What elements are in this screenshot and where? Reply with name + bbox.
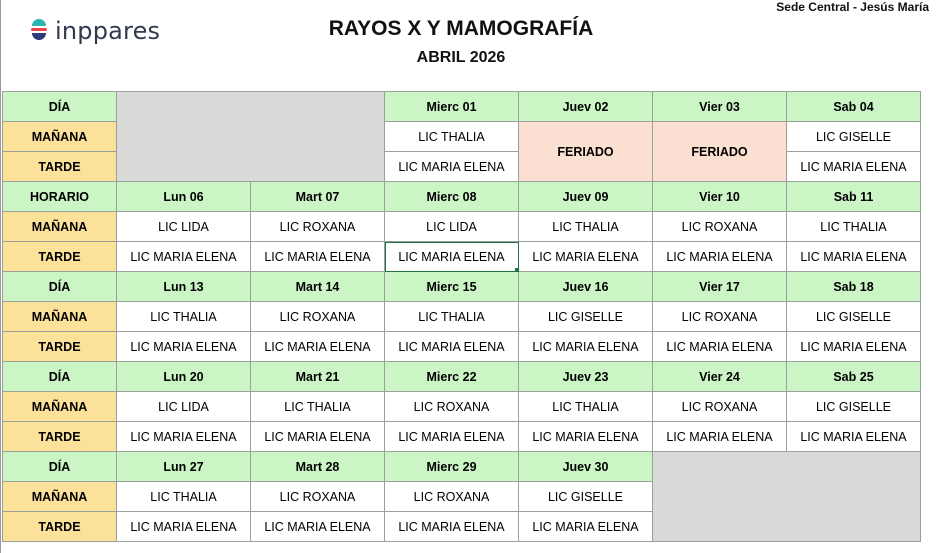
day-header[interactable]: Lun 06	[117, 182, 251, 212]
shift-cell[interactable]: LIC THALIA	[385, 122, 519, 152]
shift-cell[interactable]: LIC MARIA ELENA	[519, 332, 653, 362]
shift-cell[interactable]: LIC MARIA ELENA	[519, 242, 653, 272]
day-header[interactable]: Mart 28	[251, 452, 385, 482]
shift-cell[interactable]: LIC ROXANA	[653, 212, 787, 242]
row-label-day[interactable]: DÍA	[3, 452, 117, 482]
week-3-day-row	[3, 272, 921, 302]
day-header[interactable]: Sab 11	[787, 182, 921, 212]
page-title: RAYOS X Y MAMOGRAFÍA	[328, 17, 594, 40]
shift-cell[interactable]: LIC MARIA ELENA	[519, 512, 653, 542]
shift-cell[interactable]: LIC MARIA ELENA	[653, 242, 787, 272]
shift-cell[interactable]: LIC MARIA ELENA	[385, 332, 519, 362]
row-label-afternoon[interactable]: TARDE	[3, 332, 117, 362]
day-header[interactable]: Mart 07	[251, 182, 385, 212]
shift-cell[interactable]: LIC THALIA	[519, 212, 653, 242]
shift-cell[interactable]: LIC MARIA ELENA	[117, 422, 251, 452]
shift-cell[interactable]: LIC GISELLE	[519, 302, 653, 332]
day-header[interactable]: Mierc 15	[385, 272, 519, 302]
row-label-schedule[interactable]: HORARIO	[3, 182, 117, 212]
shift-cell[interactable]: LIC MARIA ELENA	[117, 512, 251, 542]
holiday-cell[interactable]: FERIADO	[519, 122, 653, 182]
day-header[interactable]: Juev 16	[519, 272, 653, 302]
week-1-day-row	[3, 92, 921, 122]
row-label-morning[interactable]: MAÑANA	[3, 392, 117, 422]
row-label-day[interactable]: DÍA	[3, 362, 117, 392]
brand-logo	[29, 16, 160, 46]
day-header[interactable]: Sab 18	[787, 272, 921, 302]
row-label-afternoon[interactable]: TARDE	[3, 242, 117, 272]
day-header[interactable]: Mart 21	[251, 362, 385, 392]
day-header[interactable]: Lun 20	[117, 362, 251, 392]
row-label-morning[interactable]: MAÑANA	[3, 122, 117, 152]
shift-cell[interactable]: LIC GISELLE	[787, 302, 921, 332]
empty-cell[interactable]	[653, 452, 921, 542]
row-label-day[interactable]: DÍA	[3, 92, 117, 122]
shift-cell[interactable]: LIC ROXANA	[251, 212, 385, 242]
day-header[interactable]: Vier 17	[653, 272, 787, 302]
shift-cell[interactable]: LIC THALIA	[787, 212, 921, 242]
week-5-day-row	[3, 452, 921, 482]
day-header[interactable]: Juev 02	[519, 92, 653, 122]
shift-cell[interactable]: LIC MARIA ELENA	[385, 422, 519, 452]
week-2-day-row	[3, 182, 921, 212]
day-header[interactable]: Mierc 08	[385, 182, 519, 212]
shift-cell[interactable]: LIC MARIA ELENA	[251, 242, 385, 272]
shift-cell[interactable]: LIC THALIA	[519, 392, 653, 422]
empty-cell[interactable]	[117, 92, 385, 182]
shift-cell[interactable]: LIC ROXANA	[251, 482, 385, 512]
shift-cell[interactable]: LIC MARIA ELENA	[519, 422, 653, 452]
shift-cell[interactable]: LIC LIDA	[117, 212, 251, 242]
shift-cell[interactable]: LIC LIDA	[117, 392, 251, 422]
shift-cell[interactable]: LIC MARIA ELENA	[787, 242, 921, 272]
day-header[interactable]: Mart 14	[251, 272, 385, 302]
day-header[interactable]: Vier 10	[653, 182, 787, 212]
day-header[interactable]: Lun 13	[117, 272, 251, 302]
shift-cell[interactable]: LIC GISELLE	[787, 122, 921, 152]
selected-shift-cell[interactable]: LIC MARIA ELENA	[385, 242, 519, 272]
week-4-afternoon-row	[3, 422, 921, 452]
shift-cell[interactable]: LIC ROXANA	[385, 482, 519, 512]
shift-cell[interactable]: LIC THALIA	[385, 302, 519, 332]
shift-cell[interactable]: LIC MARIA ELENA	[385, 512, 519, 542]
holiday-cell[interactable]: FERIADO	[653, 122, 787, 182]
shift-cell[interactable]: LIC ROXANA	[385, 392, 519, 422]
day-header[interactable]: Juev 30	[519, 452, 653, 482]
day-header[interactable]: Sab 04	[787, 92, 921, 122]
day-header[interactable]: Vier 03	[653, 92, 787, 122]
brand-name: inppares	[55, 17, 161, 45]
shift-cell[interactable]: LIC ROXANA	[251, 302, 385, 332]
shift-cell[interactable]: LIC MARIA ELENA	[251, 512, 385, 542]
day-header[interactable]: Vier 24	[653, 362, 787, 392]
day-header[interactable]: Mierc 01	[385, 92, 519, 122]
shift-cell[interactable]: LIC ROXANA	[653, 302, 787, 332]
month-title: ABRIL 2026	[416, 49, 506, 66]
row-label-afternoon[interactable]: TARDE	[3, 422, 117, 452]
day-header[interactable]: Mierc 22	[385, 362, 519, 392]
week-2-morning-row	[3, 212, 921, 242]
row-label-day[interactable]: DÍA	[3, 272, 117, 302]
shift-cell[interactable]: LIC MARIA ELENA	[787, 332, 921, 362]
week-3-afternoon-row	[3, 332, 921, 362]
row-label-afternoon[interactable]: TARDE	[3, 152, 117, 182]
week-2-afternoon-row	[3, 242, 921, 272]
week-3-morning-row	[3, 302, 921, 332]
week-4-day-row	[3, 362, 921, 392]
row-label-morning[interactable]: MAÑANA	[3, 302, 117, 332]
shift-cell[interactable]: LIC ROXANA	[653, 392, 787, 422]
shift-cell[interactable]: LIC MARIA ELENA	[787, 152, 921, 182]
shift-cell[interactable]: LIC MARIA ELENA	[653, 422, 787, 452]
day-header[interactable]: Juev 09	[519, 182, 653, 212]
shift-cell[interactable]: LIC MARIA ELENA	[117, 332, 251, 362]
shift-cell[interactable]: LIC MARIA ELENA	[251, 422, 385, 452]
shift-cell[interactable]: LIC MARIA ELENA	[385, 152, 519, 182]
shift-cell[interactable]: LIC THALIA	[251, 392, 385, 422]
shift-cell[interactable]: LIC THALIA	[117, 482, 251, 512]
day-header[interactable]: Lun 27	[117, 452, 251, 482]
schedule-table	[2, 91, 921, 542]
row-label-morning[interactable]: MAÑANA	[3, 482, 117, 512]
shift-cell[interactable]: LIC MARIA ELENA	[787, 422, 921, 452]
week-4-morning-row	[3, 392, 921, 422]
row-label-morning[interactable]: MAÑANA	[3, 212, 117, 242]
venue-label: Sede Central - Jesús María	[776, 0, 929, 14]
shift-cell[interactable]: LIC MARIA ELENA	[251, 332, 385, 362]
brand-logo-icon	[29, 18, 49, 44]
shift-cell[interactable]: LIC MARIA ELENA	[653, 332, 787, 362]
shift-cell[interactable]: LIC GISELLE	[787, 392, 921, 422]
day-header[interactable]: Sab 25	[787, 362, 921, 392]
shift-cell[interactable]: LIC LIDA	[385, 212, 519, 242]
shift-cell[interactable]: LIC GISELLE	[519, 482, 653, 512]
day-header[interactable]: Juev 23	[519, 362, 653, 392]
row-label-afternoon[interactable]: TARDE	[3, 512, 117, 542]
shift-cell[interactable]: LIC MARIA ELENA	[117, 242, 251, 272]
day-header[interactable]: Mierc 29	[385, 452, 519, 482]
shift-cell[interactable]: LIC THALIA	[117, 302, 251, 332]
